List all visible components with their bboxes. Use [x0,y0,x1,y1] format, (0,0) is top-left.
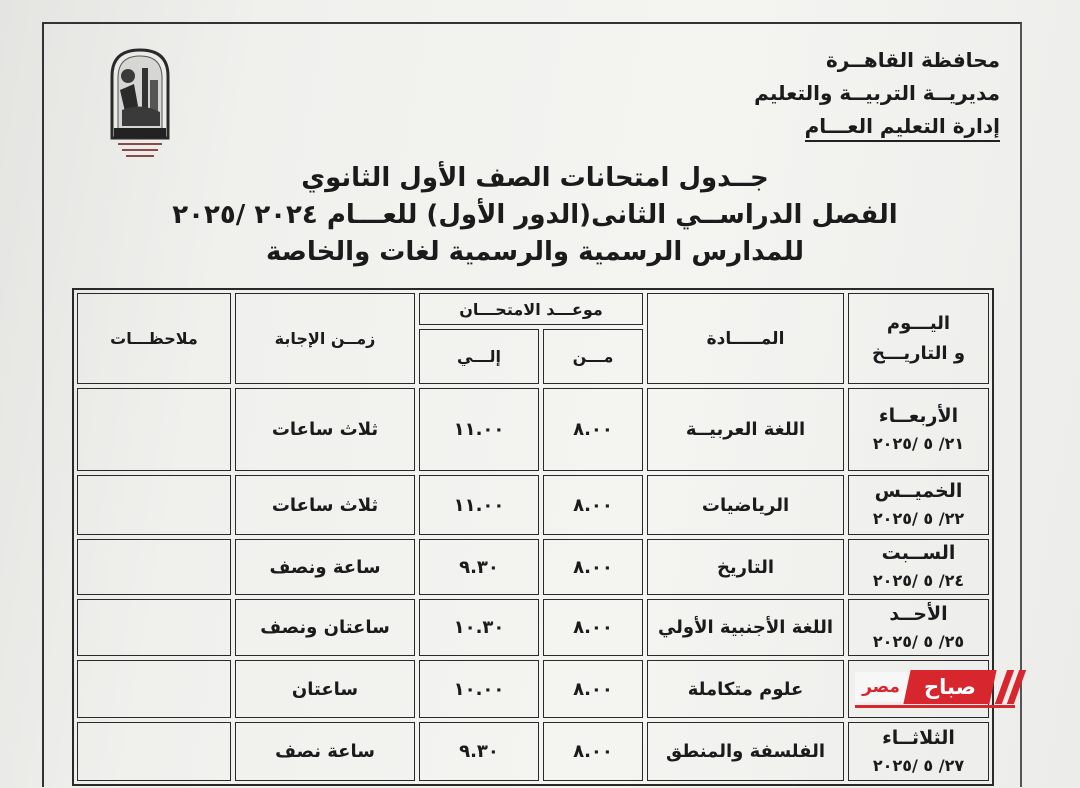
sabah-masr-watermark [855,668,1030,710]
day-name: الأحــد [889,602,948,625]
title-line-1: جــدول امتحانات الصف الأول الثانوي [301,163,769,193]
notes-cell [77,660,231,718]
exam-date: ٢٧/ ٥ /٢٠٢٥ [872,755,965,775]
day-cell [848,388,989,471]
exam-date: ٢١/ ٥ /٢٠٢٥ [872,433,965,453]
to-time-cell: ١٠.٣٠ [419,599,539,656]
watermark-white-block [855,672,907,702]
day-name: الســبت [881,542,956,564]
subject-cell: التاريخ [647,539,844,595]
to-time-cell: ١١.٠٠ [419,388,539,471]
header-to-cell: إلـــي [419,329,539,384]
day-cell [848,475,989,535]
notes-cell [77,539,231,595]
from-time-cell: ٨.٠٠ [543,475,643,535]
day-name: الثلاثــاء [882,726,955,749]
notes-cell [77,388,231,471]
watermark-red-text: صباح [924,675,976,699]
answer-time-cell: ساعتان ونصف [235,599,415,656]
header-date-label: و التاريـــخ [871,342,966,364]
education-directorate-emblem-icon [104,46,176,162]
header-exam-time-cell: موعـــد الامتحـــان [419,293,643,325]
watermark-red-block [903,670,996,704]
exam-schedule-table [72,288,994,786]
day-cell [848,722,989,781]
answer-time-cell: ثلاث ساعات [235,475,415,535]
exam-date: ٢٤/ ٥ /٢٠٢٥ [872,571,965,590]
organization-header [754,44,1000,143]
administration-label: إدارة التعليم العـــام [805,112,1000,142]
answer-time-cell: ساعة ونصف [235,539,415,595]
to-time-cell: ١١.٠٠ [419,475,539,535]
to-time-cell: ٩.٣٠ [419,539,539,595]
header-day-date-cell [848,293,989,384]
notes-cell [77,475,231,535]
notes-cell [77,599,231,656]
watermark-underline [855,705,1015,708]
subject-cell: اللغة العربيــة [647,388,844,471]
exam-date: ٢٢/ ٥ /٢٠٢٥ [872,509,965,528]
document-title [0,160,1070,271]
subject-cell: الرياضيات [647,475,844,535]
header-day-label: اليـــوم [886,312,951,334]
title-line-3: للمدارس الرسمية والرسمية لغات والخاصة [266,237,804,267]
title-line-2: الفصل الدراســي الثانى(الدور الأول) للعـــام ٢٠٢٤ /٢٠٢٥ [172,200,898,230]
day-name: الخميــس [874,480,963,502]
subject-cell: علوم متكاملة [647,660,844,718]
directorate-label: مديريــة التربيــة والتعليم [754,81,1000,105]
answer-time-cell: ساعة نصف [235,722,415,781]
notes-cell [77,722,231,781]
from-time-cell: ٨.٠٠ [543,388,643,471]
governorate-label: محافظة القاهــرة [825,48,1000,72]
day-cell [848,539,989,595]
answer-time-cell: ساعتان [235,660,415,718]
from-time-cell: ٨.٠٠ [543,539,643,595]
watermark-white-text: مصر [862,677,900,697]
subject-cell: اللغة الأجنبية الأولي [647,599,844,656]
exam-date: ٢٥/ ٥ /٢٠٢٥ [872,631,965,651]
subject-cell: الفلسفة والمنطق [647,722,844,781]
day-name: الأربعــاء [878,404,959,427]
header-subject-cell: المـــــادة [647,293,844,384]
header-from-cell: مـــن [543,329,643,384]
from-time-cell: ٨.٠٠ [543,660,643,718]
to-time-cell: ١٠.٠٠ [419,660,539,718]
header-answer-time-cell: زمــن الإجابة [235,293,415,384]
to-time-cell: ٩.٣٠ [419,722,539,781]
answer-time-cell: ثلاث ساعات [235,388,415,471]
from-time-cell: ٨.٠٠ [543,722,643,781]
day-cell [848,599,989,656]
from-time-cell: ٨.٠٠ [543,599,643,656]
header-notes-cell: ملاحظـــات [77,293,231,384]
